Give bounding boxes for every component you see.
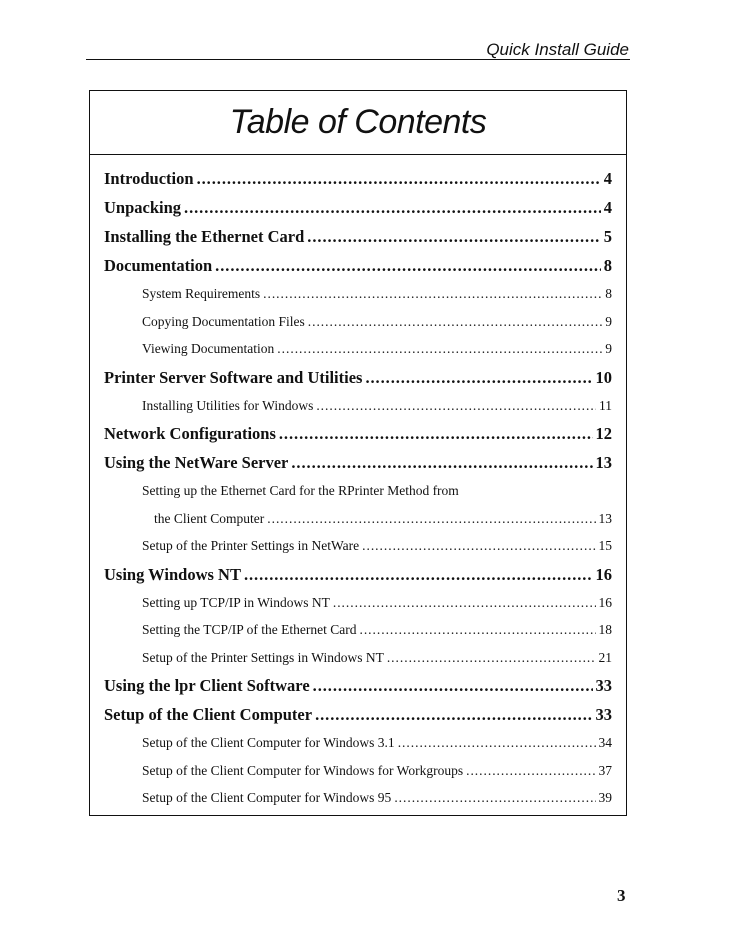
toc-entry-page: 34 [598, 735, 612, 750]
toc-list [104, 164, 612, 812]
toc-entry-system-requirements[interactable] [104, 280, 612, 308]
leader-dots [394, 784, 595, 812]
toc-entry-label: Setting up the Ethernet Card for the RPrinter Method from [142, 483, 459, 498]
leader-dots [277, 335, 602, 363]
running-head: Quick Install Guide [486, 40, 629, 59]
toc-entry-page: 16 [598, 594, 612, 610]
toc-entry-page: 16 [595, 564, 612, 584]
toc-entry-using-windows-nt[interactable] [104, 560, 612, 589]
leader-dots [466, 757, 595, 785]
toc-entry-label: Viewing Documentation [142, 341, 275, 356]
toc-title-box [90, 91, 626, 155]
toc-entry-client-windows-workgroups[interactable] [104, 757, 612, 785]
toc-entry-page: 9 [605, 341, 612, 356]
toc-entry-label: the Client Computer [154, 510, 265, 526]
toc-entry-page: 13 [598, 510, 612, 526]
toc-frame [89, 90, 627, 816]
toc-entry-page: 13 [595, 453, 612, 472]
leader-dots [279, 419, 593, 448]
toc-entry-label: Network Configurations [104, 424, 276, 443]
leader-dots [184, 193, 601, 222]
toc-entry-setting-up-tcpip[interactable] [104, 589, 612, 617]
toc-entry-printer-settings-windows-nt[interactable] [104, 644, 612, 672]
toc-entry-label: Installing the Ethernet Card [104, 227, 305, 246]
toc-entry-introduction[interactable] [104, 164, 612, 193]
leader-dots [315, 700, 592, 729]
leader-dots [313, 671, 593, 700]
toc-entry-page: 37 [598, 762, 612, 778]
toc-entry-copying-documentation-files[interactable] [104, 308, 612, 336]
toc-entry-viewing-documentation[interactable] [104, 335, 612, 363]
page-number: 3 [617, 886, 626, 905]
toc-entry-label: Printer Server Software and Utilities [104, 367, 363, 387]
leader-dots [263, 280, 602, 308]
toc-entry-page: 10 [595, 367, 612, 387]
leader-dots [308, 308, 603, 336]
leader-dots [307, 222, 600, 251]
toc-entry-installing-ethernet-card[interactable] [104, 222, 612, 251]
toc-entry-page: 15 [598, 538, 612, 553]
toc-entry-label: Unpacking [104, 198, 182, 217]
leader-dots [333, 589, 596, 617]
toc-entry-page: 33 [595, 705, 612, 724]
toc-title: Table of Contents [229, 103, 487, 141]
toc-entry-installing-utilities[interactable] [104, 392, 612, 420]
toc-entry-label: Using Windows NT [104, 564, 241, 584]
toc-entry-label: Copying Documentation Files [142, 313, 305, 329]
leader-dots [215, 251, 601, 280]
toc-entry-client-windows-95[interactable] [104, 784, 612, 812]
toc-entry-label: Setting the TCP/IP of the Ethernet Card [142, 622, 357, 637]
toc-entry-using-lpr-client[interactable] [104, 671, 612, 700]
toc-entry-client-windows-31[interactable] [104, 729, 612, 757]
toc-entry-page: 4 [603, 169, 612, 188]
toc-entry-label: Setup of the Printer Settings in NetWare [142, 538, 360, 553]
toc-entry-setting-tcpip-ethernet[interactable] [104, 616, 612, 644]
toc-entry-page: 5 [603, 227, 612, 246]
leader-dots [316, 392, 596, 420]
toc-entry-setup-client-computer[interactable] [104, 700, 612, 729]
toc-entry-printer-server-software[interactable] [104, 363, 612, 392]
leader-dots [197, 164, 601, 193]
toc-entry-label: System Requirements [142, 286, 261, 301]
toc-entry-label: Setup of the Client Computer for Windows for Workgroups [142, 762, 464, 778]
toc-entry-page: 4 [603, 198, 612, 217]
leader-dots [359, 616, 595, 644]
toc-entry-label: Using the NetWare Server [104, 453, 289, 472]
toc-entry-network-configurations[interactable] [104, 419, 612, 448]
toc-entry-page: 8 [603, 256, 612, 275]
toc-entry-using-netware-server[interactable] [104, 448, 612, 477]
leader-dots [365, 363, 592, 392]
leader-dots [244, 560, 593, 589]
toc-entry-page: 11 [599, 397, 612, 413]
toc-entry-printer-settings-netware[interactable] [104, 532, 612, 560]
toc-entry-setting-up-rprinter-continued[interactable] [104, 505, 612, 533]
leader-dots [267, 505, 595, 533]
leader-dots [398, 729, 596, 757]
toc-entry-page: 9 [605, 313, 612, 329]
toc-entry-label: Setup of the Client Computer for Windows 95 [142, 790, 392, 805]
toc-entry-page: 18 [598, 622, 612, 637]
header-rule [86, 59, 630, 60]
toc-entry-label: Documentation [104, 256, 213, 275]
leader-dots [362, 532, 595, 560]
toc-entry-page: 12 [595, 424, 612, 443]
toc-entry-page: 8 [605, 286, 612, 301]
toc-entry-label: Setup of the Client Computer for Windows 3.1 [142, 735, 395, 750]
toc-entry-label: Introduction [104, 169, 194, 188]
toc-entry-page: 21 [598, 649, 612, 665]
leader-dots [291, 448, 592, 477]
toc-entry-label: Installing Utilities for Windows [142, 397, 314, 413]
toc-entry-documentation[interactable] [104, 251, 612, 280]
leader-dots [387, 644, 596, 672]
toc-entry-page: 33 [595, 676, 612, 695]
toc-entry-label: Setting up TCP/IP in Windows NT [142, 594, 330, 610]
toc-entry-label: Setup of the Printer Settings in Windows NT [142, 649, 384, 665]
toc-entry-label: Using the lpr Client Software [104, 676, 310, 695]
toc-entry-unpacking[interactable] [104, 193, 612, 222]
toc-entry-page: 39 [598, 790, 612, 805]
toc-entry-label: Setup of the Client Computer [104, 705, 313, 724]
toc-entry-setting-up-rprinter[interactable] [104, 477, 612, 505]
